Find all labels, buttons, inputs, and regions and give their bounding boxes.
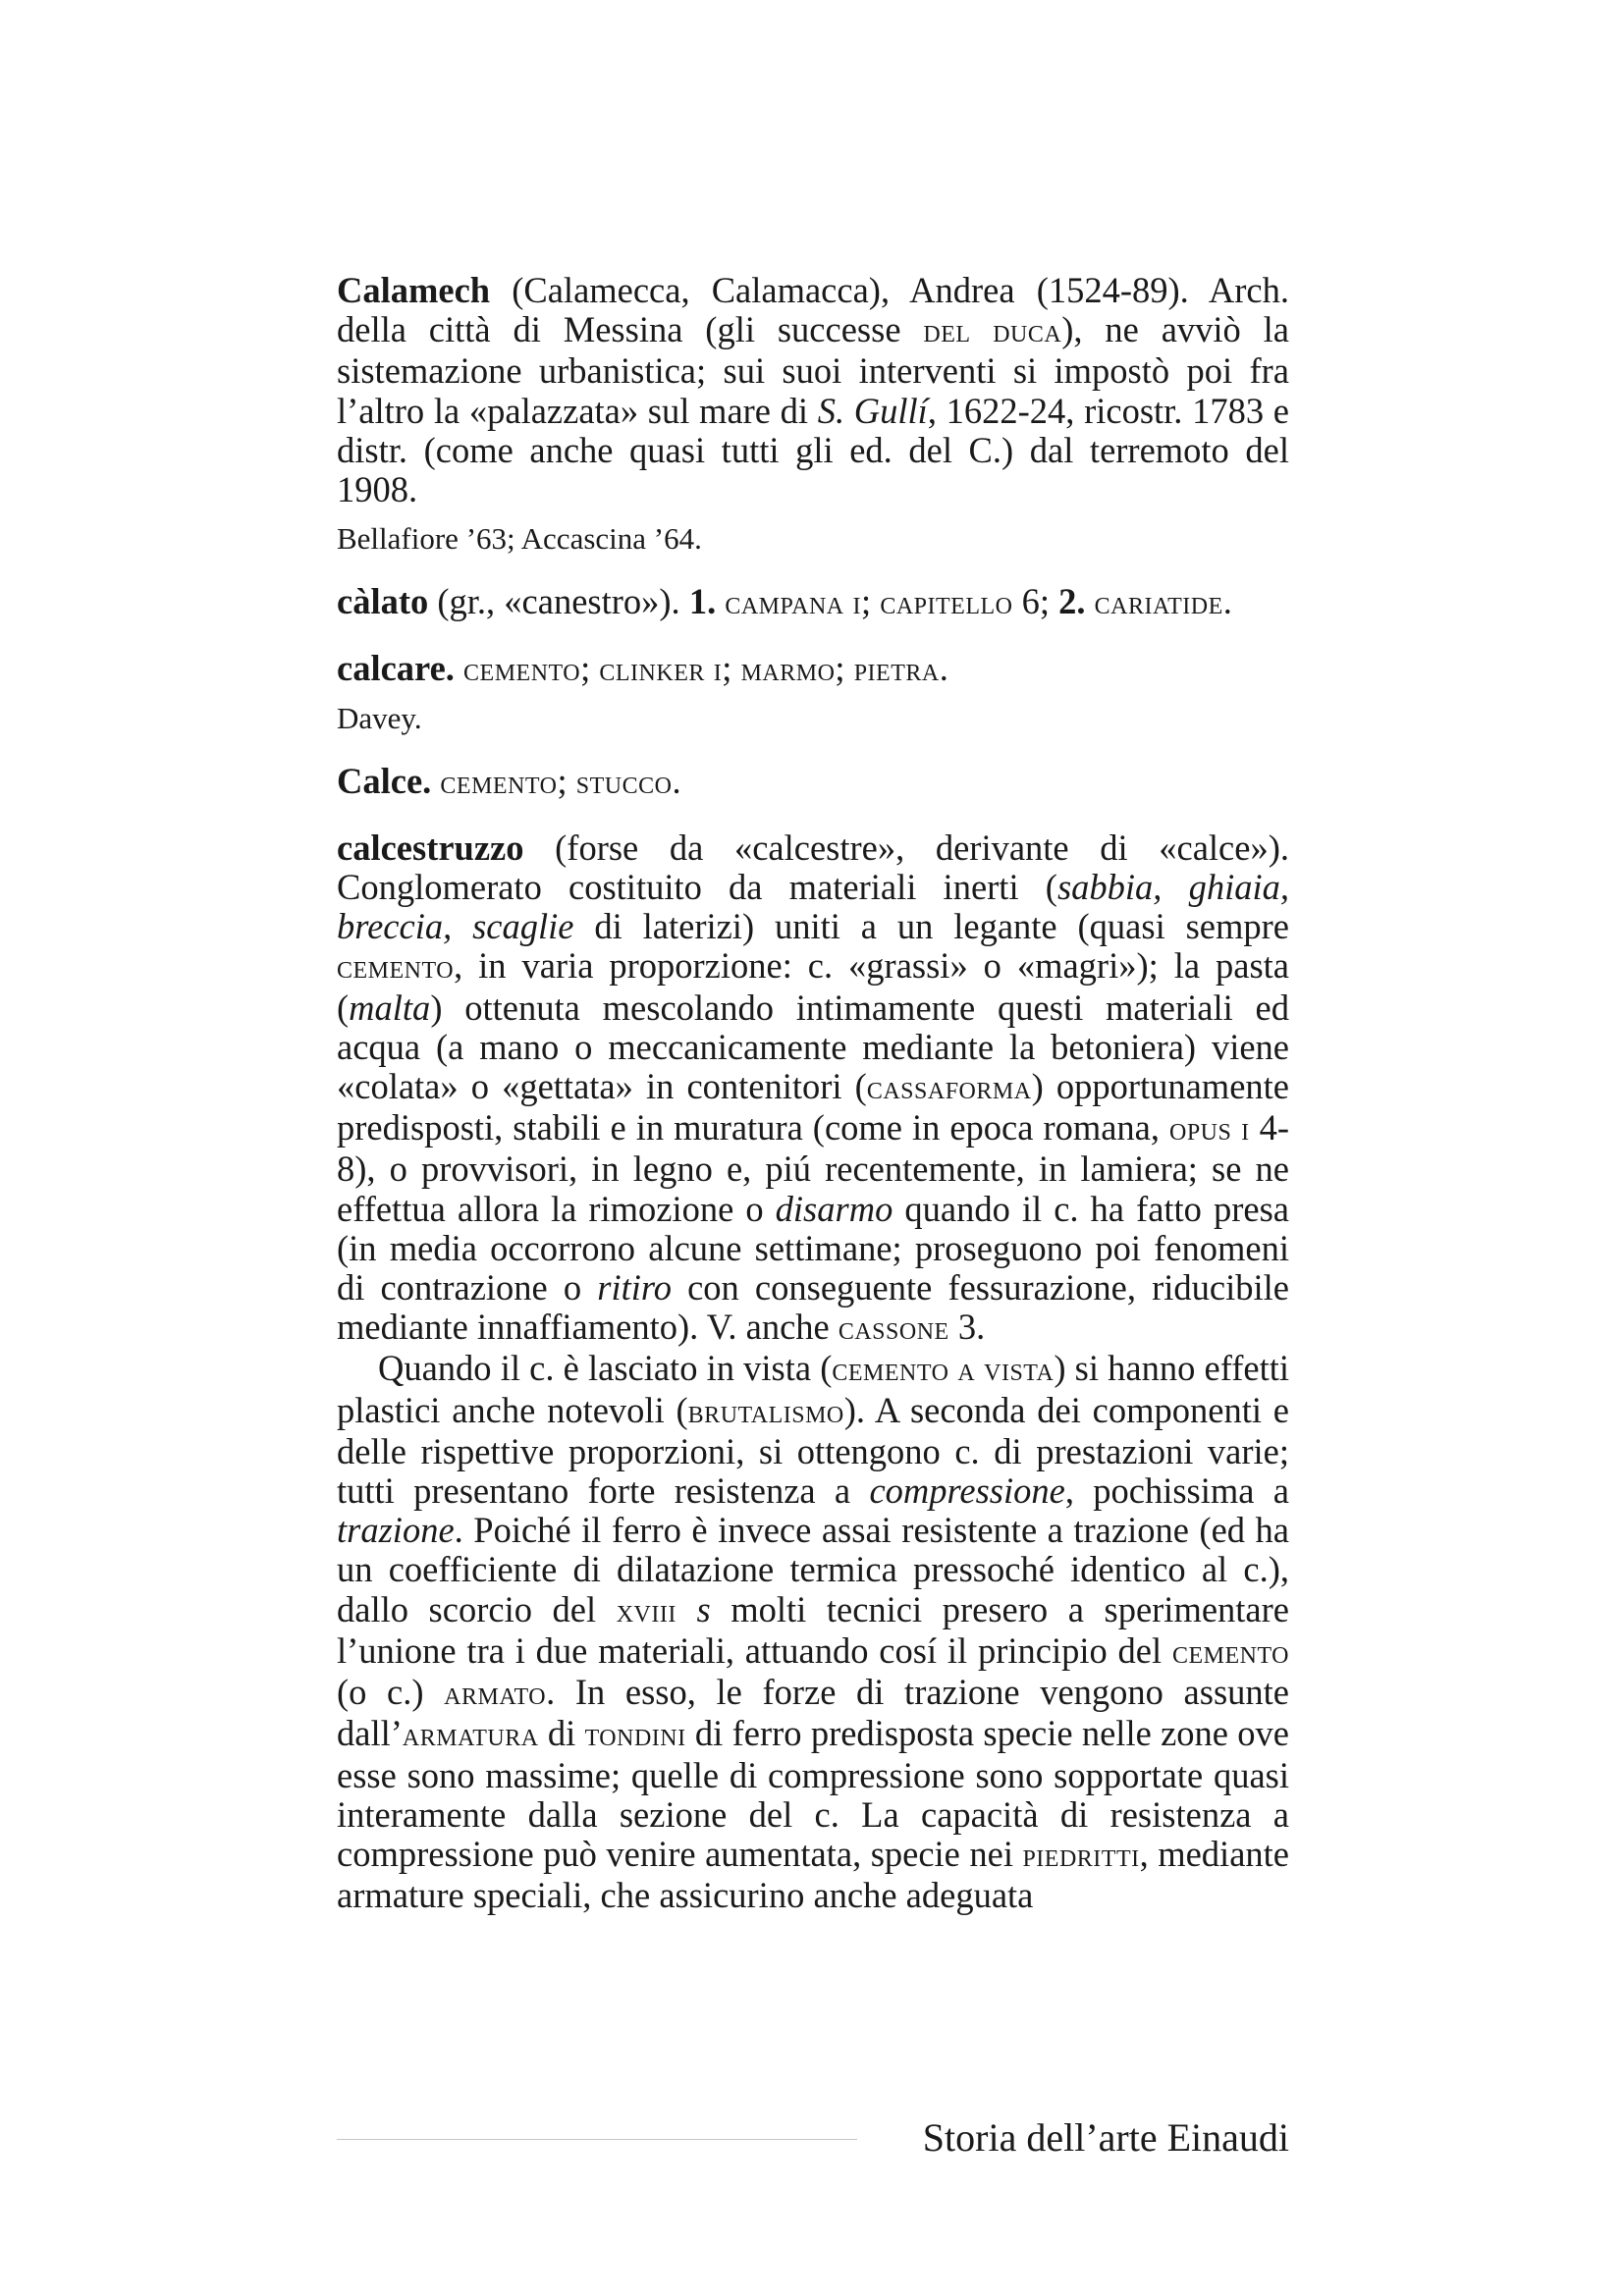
entry-text: ; [861,581,881,622]
entry-text: quando il c. ha fatto presa (in media occorrono alcune settimane; proseguono poi fenomeni di contrazione o [337,1188,1289,1308]
entry-text: 6; [1012,581,1059,622]
entry-calcestruzzo [337,828,1289,1350]
cross-reference: opus i [1169,1111,1250,1148]
entry-text: . [939,648,948,689]
entry-calato [337,582,1289,623]
cross-reference: cassaforma [866,1070,1032,1107]
cross-reference: campana i [725,585,862,622]
cross-reference: cemento [463,652,581,689]
entry-text: ) opportunamente predisposti, stabili e in muratura (come in epoca romana, [337,1066,1289,1148]
entry-calce [337,762,1289,803]
cross-reference: cemento a vista [832,1352,1055,1389]
italic-term: S. Gullí [817,390,928,431]
footer-rule [337,2139,857,2140]
italic-term: trazione [337,1510,455,1551]
entry-text: ). A seconda dei componenti e delle rispettive proporzioni, si ottengono c. di prestazioni varie; tutti presentano forte resistenza a [337,1389,1289,1512]
entry-text: . Poiché il ferro è invece assai resistente a trazione (ed ha un coefficiente di dilatazione termica pressoché identico al c.), dallo scorcio del [337,1510,1289,1629]
entry-text: ), ne avviò la sistemazione urbanistica; sui suoi interventi si impostò poi fra l’altro la «palazzata» sul mare di [337,309,1290,431]
entry-text: molti tecnici presero a sperimentare l’unione tra i due materiali, attuando cosí il principio del [337,1588,1289,1671]
entry-text: Quando il c. è lasciato in vista ( [378,1348,833,1389]
headword: calcare. [337,648,455,689]
headword: càlato [337,581,429,622]
entry-text: di laterizi) uniti a un legante (quasi sempre [573,906,1289,947]
bibliography-calcare: Davey. [337,700,422,735]
entry-text: , in varia proporzione: c. «grassi» o «magri»); la pasta ( [337,945,1289,1028]
bibliography-calamech: Bellafiore ’63; Accascina ’64. [337,521,702,557]
entry-text: ; [580,648,600,689]
sense-number: 1. [688,581,717,622]
entry-text: (gr., «canestro»). [428,581,689,622]
paragraph-calcestruzzo-2 [337,1349,1289,1915]
cross-reference: cemento [337,949,455,987]
cross-reference: cemento [440,764,558,801]
entry-text: (Calamecca, Calamacca), Andrea (1524-89). Arch. della città di Messina (gli successe [337,270,1289,350]
entry-calamech [337,271,1289,509]
cross-reference: cassone [838,1310,949,1348]
entry-text: ; [557,760,576,801]
headword: Calce. [337,760,432,801]
entry-text: ) ottenuta mescolando intimamente questi materiali ed acqua (a mano o meccanicamente mediante la betoniera) viene «colata» o «gettata» in contenitori ( [337,987,1289,1107]
entry-text: . [1222,581,1232,622]
entry-text: . In esso, le forze di trazione vengono assunte dall’ [337,1672,1289,1754]
cross-reference: stucco [575,764,673,801]
cross-reference: cemento [1171,1633,1289,1671]
entry-text: , pochissima a [1064,1470,1289,1512]
cross-reference: tondini [584,1717,686,1754]
cross-reference: marmo [740,652,836,689]
cross-reference: pietra [853,652,940,689]
entry-text: ; [835,648,854,689]
headword: Calamech [337,270,491,310]
cross-reference: armato [444,1676,547,1713]
cross-reference: armatura [402,1717,539,1754]
cross-reference: brutalismo [687,1393,844,1430]
cross-reference: cariatide [1094,585,1223,622]
italic-term: compressione [869,1470,1065,1512]
italic-term: malta [349,987,431,1028]
entry-text: di [538,1713,585,1754]
cross-reference: piedritti [1022,1837,1140,1874]
entry-text: , mediante armature speciali, che assicurino anche adeguata [337,1833,1289,1916]
entry-text: ; [722,648,741,689]
entry-text: . [672,760,681,801]
entry-text: di ferro predisposta specie nelle zone ove esse sono massime; quelle di compressione sono sopportate quasi interamente dalla sezione del c. La capacità di resistenza a compressione può venire aumentata, specie nei [337,1713,1289,1874]
entry-text: 3. [948,1307,986,1348]
italic-term: ritiro [597,1267,672,1308]
entry-text: con conseguente fessurazione, riducibile mediante innaffiamento). V. anche [337,1267,1289,1348]
page-footer [337,2110,1289,2169]
headword: calcestruzzo [337,827,524,868]
entry-text: ) si hanno effetti plastici anche notevoli ( [337,1348,1290,1430]
entry-text: (o c.) [337,1672,445,1713]
entry-calcare [337,649,1289,690]
page-body [337,271,1289,1915]
footer-publisher: Storia dell’arte Einaudi [922,2115,1289,2160]
sense-number: 2. [1058,581,1086,622]
cross-reference: clinker i [599,652,723,689]
entry-text: 4-8), o provvisori, in legno e, piú recentemente, in lamiera; se ne effettua allora la rimozione o [337,1107,1289,1229]
cross-reference: capitello [880,585,1013,622]
entry-text: (forse da «calcestre», derivante di «calce»). Conglomerato costituito da materiali inerti ( [337,827,1289,908]
entry-text: , 1622-24, ricostr. 1783 e distr. (come anche quasi tutti gli ed. del C.) dal terremoto del 1908. [337,390,1289,510]
entry-text [676,1589,697,1629]
cross-reference: del duca [923,313,1062,350]
italic-term: s [696,1588,711,1629]
italic-term: disarmo [775,1188,893,1229]
italic-term: sabbia, ghiaia, breccia, scaglie [337,867,1289,947]
century-numeral: xviii [616,1592,676,1629]
